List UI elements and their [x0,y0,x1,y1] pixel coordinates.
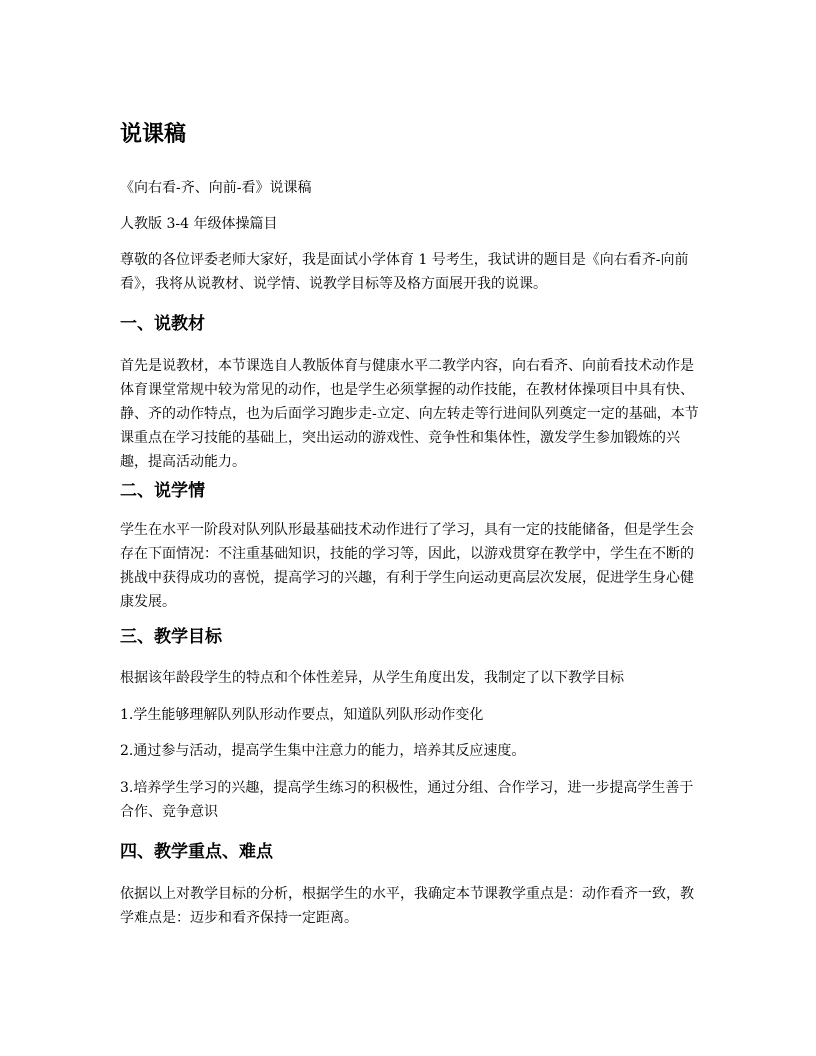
document-title: 说课稿 [120,122,187,147]
objective-item-1: 1.学生能够理解队列队形动作要点，知道队列队形动作变化 [120,707,484,723]
section-heading-materials: 一、说教材 [120,314,205,334]
key-points-paragraph: 依据以上对教学目标的分析，根据学生的水平，我确定本节课教学重点是：动作看齐一致，教学难点是：迈步和看齐保持一定距离。 [120,886,694,926]
objectives-intro: 根据该年龄段学生的特点和个体性差异，从学生角度出发，我制定了以下教学目标 [120,670,624,686]
section-heading-objectives: 三、教学目标 [120,627,222,647]
materials-paragraph: 首先是说教材，本节课选自人教版体育与健康水平二教学内容，向右看齐、向前看技术动作是体育课堂常规中较为常见的动作，也是学生必须掌握的动作技能，在教材体操项目中具有快、静、齐的动作特点，也为后面学习跑步走-立定、向左转走等行进间队列奠定一定的基础，本节课重点在学习技能的基础上，突出运动的游戏性、竞争性和集体性，激发学生参加锻炼的兴趣，提高活动能力。 [120,358,699,470]
edition-line: 人教版 3-4 年级体操篇目 [120,216,278,232]
objective-item-2: 2.通过参与活动，提高学生集中注意力的能力，培养其反应速度。 [120,743,526,759]
section-heading-students: 二、说学情 [120,481,205,501]
section-heading-key-points: 四、教学重点、难点 [120,842,273,862]
intro-paragraph: 尊敬的各位评委老师大家好，我是面试小学体育 1 号考生，我试讲的题目是《向右看齐-向前看》，我将从说教材、说学情、说教学目标等及格方面展开我的说课。 [120,252,689,292]
lesson-subtitle: 《向右看-齐、向前-看》说课稿 [120,180,312,196]
students-paragraph: 学生在水平一阶段对队列队形最基础技术动作进行了学习，具有一定的技能储备，但是学生会存在下面情况：不注重基础知识，技能的学习等，因此，以游戏贯穿在教学中，学生在不断的挑战中获得成功的喜悦，提高学习的兴趣，有利于学生向运动更高层次发展，促进学生身心健康发展。 [120,522,694,610]
objective-item-3: 3.培养学生学习的兴趣，提高学生练习的积极性，通过分组、合作学习，进一步提高学生善于合作、竞争意识 [120,780,694,820]
